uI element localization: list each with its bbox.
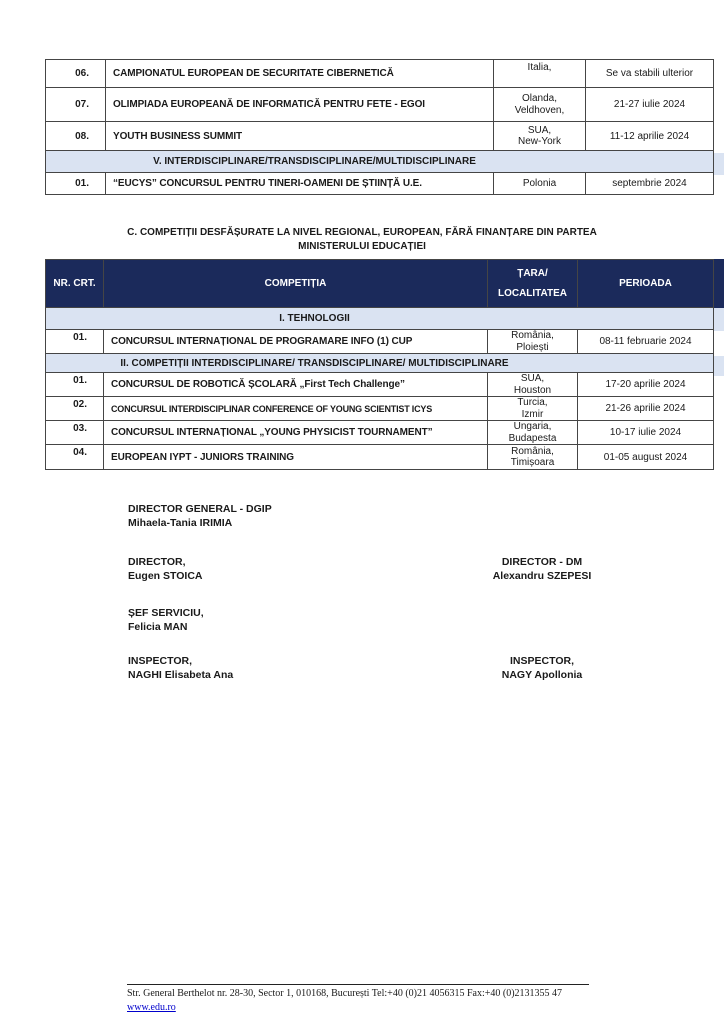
country-cell [494,88,586,122]
period-cell: 01-05 august 2024 [578,445,714,470]
period-cell: 11-12 aprilie 2024 [586,122,714,151]
period-cell: 21-26 aprilie 2024 [578,397,714,421]
header-nr-crt: NR. CRT. [46,260,104,308]
section-row [46,354,714,373]
country-line: Olanda, [521,93,558,104]
signature-title: ȘEF SERVICIU, [128,607,204,619]
period-cell: septembrie 2024 [586,173,714,195]
row-number: 02. [46,397,104,421]
row-number: 04. [46,445,104,470]
table-row [46,445,714,470]
competition-name: YOUTH BUSINESS SUMMIT [106,122,494,151]
country-line: Izmir [521,408,544,420]
signature-title: DIRECTOR GENERAL - DGIP [128,503,272,515]
table-row [46,373,714,397]
competition-name: OLIMPIADA EUROPEANĂ DE INFORMATICĂ PENTRU FETE - EGOI [106,88,494,122]
signature-name: Alexandru SZEPESI [492,569,592,582]
header-tara-localitatea [488,260,578,308]
period-cell: 17-20 aprilie 2024 [578,373,714,397]
row-number: 01. [46,373,104,397]
header-perioada: PERIOADA [578,260,714,308]
country-cell [488,330,578,354]
table-competitions-regional [45,259,714,470]
signature-name: Eugen STOICA [128,569,203,582]
competition-name: EUROPEAN IYPT - JUNIORS TRAINING [104,445,488,470]
row-number: 03. [46,421,104,445]
country-line: Timișoara [510,457,555,468]
country-line: Italia, [527,62,552,73]
country-cell [488,397,578,421]
country-cell [488,421,578,445]
footer-address: Str. General Berthelot nr. 28-30, Sector 1, 010168, București Tel:+40 (0)21 4056315 Fax:+40 (0)2131355 47 [127,988,563,999]
section-i-row-bleed [714,308,724,331]
heading-line-2: MINISTERULUI EDUCAȚIEI [298,241,426,252]
period-cell: 21-27 iulie 2024 [586,88,714,122]
signature-name: NAGY Apollonia [501,668,583,681]
signature-title: INSPECTOR, [510,655,574,667]
section-header-ii: II. COMPETIȚII INTERDISCIPLINARE/ TRANSDISCIPLINARE/ MULTIDISCIPLINARE [46,354,714,373]
competition-name: “EUCYS” CONCURSUL PENTRU TINERI-OAMENI DE ȘTIINȚĂ U.E. [106,173,494,195]
table-row [46,330,714,354]
country-line: SUA, [520,373,545,384]
period-cell: 10-17 iulie 2024 [578,421,714,445]
table-row [46,60,714,88]
heading-line-1: C. COMPETIȚII DESFĂȘURATE LA NIVEL REGIONAL, EUROPEAN, FĂRĂ FINANȚARE DIN PARTEA [127,227,597,238]
signature-director [128,556,202,583]
table-competitions-international [45,59,714,195]
signature-director-dm [447,556,637,583]
country-cell [494,122,586,151]
competition-name: CONCURSUL INTERNAȚIONAL „YOUNG PHYSICIST TOURNAMENT” [104,421,488,445]
footer-divider [127,984,589,985]
table-row [46,122,714,151]
header-localitatea-line: LOCALITATEA [497,287,568,299]
section-v-row-bleed [714,153,724,175]
row-number: 01. [46,330,104,354]
period-cell: 08-11 februarie 2024 [578,330,714,354]
table-row [46,173,714,195]
signature-director-general [128,503,272,530]
section-row [46,151,714,173]
table-row [46,88,714,122]
table-row [46,397,714,421]
signature-sef-serviciu [128,607,204,634]
table-row [46,421,714,445]
table-header-row [46,260,714,308]
row-number: 08. [46,122,106,151]
period-cell: Se va stabili ulterior [586,60,714,88]
table2-header-row-bleed [714,259,724,308]
header-competitia: COMPETIȚIA [104,260,488,308]
country-cell [494,173,586,195]
signature-name: Mihaela-Tania IRIMIA [128,516,233,529]
country-line: Polonia [522,177,557,189]
signature-inspector-right [447,655,637,682]
section-row [46,308,714,330]
country-line: Ploiești [516,341,549,353]
signature-name: NAGHI Elisabeta Ana [128,668,234,681]
signature-title: INSPECTOR, [128,655,192,667]
country-line: Veldhoven, [514,104,565,116]
signature-inspector-left [128,655,233,682]
signature-title: DIRECTOR, [128,556,186,568]
competition-name: CAMPIONATUL EUROPEAN DE SECURITATE CIBERNETICĂ [106,60,494,88]
row-number: 06. [46,60,106,88]
country-line: Turcia, [517,397,548,408]
row-number: 07. [46,88,106,122]
country-cell [488,445,578,470]
section-header-v: V. INTERDISCIPLINARE/TRANSDISCIPLINARE/MULTIDISCIPLINARE [46,151,714,173]
signature-title: DIRECTOR - DM [501,556,583,568]
country-line: Ungaria, [513,421,552,432]
header-tara-line: ȚARA/ [517,267,548,279]
signature-name: Felicia MAN [128,620,188,633]
competition-name: CONCURSUL INTERNAȚIONAL DE PROGRAMARE INFO (1) CUP [104,330,488,354]
country-line: Houston [513,384,552,396]
country-line: Budapesta [508,432,557,444]
country-line: New-York [518,136,561,147]
competition-name: CONCURSUL INTERDISCIPLINAR CONFERENCE OF YOUNG SCIENTIST ICYS [104,397,488,421]
footer-website-link[interactable]: www.edu.ro [127,1002,176,1013]
row-number: 01. [46,173,106,195]
country-cell [488,373,578,397]
section-ii-row-bleed [714,356,724,376]
competition-name: CONCURSUL DE ROBOTICĂ ȘCOLARĂ „First Tech Challenge” [104,373,488,397]
section-c-heading [0,226,724,254]
section-header-i: I. TEHNOLOGII [46,308,714,330]
country-cell [494,60,586,88]
country-line: SUA, [527,124,552,136]
country-line: România, [511,445,554,457]
country-line: România, [511,330,554,341]
